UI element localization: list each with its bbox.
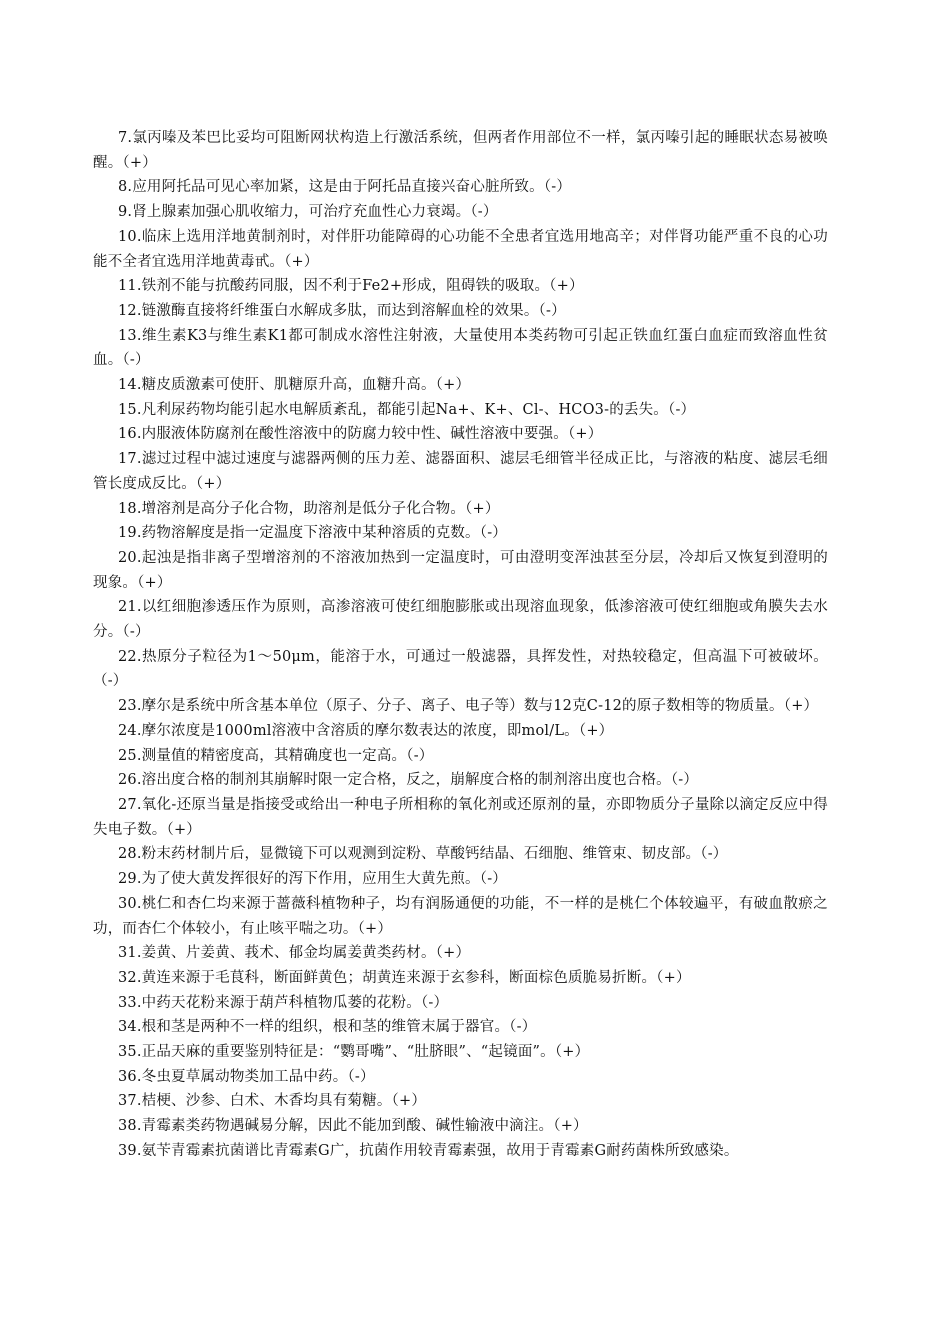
statement-26: 26.溶出度合格的制剂其崩解时限一定合格，反之，崩解度合格的制剂溶出度也合格。（-） (118, 772, 699, 789)
statement-39: 39.氨苄青霉素抗菌谱比青霉素G广，抗菌作用较青霉素强，故用于青霉素G耐药菌株所致感染。 (118, 1142, 739, 1159)
statement-38: 38.青霉素类药物遇碱易分解，因此不能加到酸、碱性输液中滴注。（+） (118, 1118, 588, 1135)
statement-18: 18.增溶剂是高分子化合物，助溶剂是低分子化合物。（+） (118, 500, 500, 517)
statement-17: 17.滤过过程中滤过速度与滤器两侧的压力差、滤器面积、滤层毛细管半径成正比，与溶液的粘度、滤层毛细管长度成反比。（+） (93, 451, 828, 492)
statement-25: 25.测量值的精密度高，其精确度也一定高。（-） (118, 747, 434, 764)
statement-12: 12.链激酶直接将纤维蛋白水解成多肽，而达到溶解血栓的效果。（-） (118, 302, 566, 319)
statement-9: 9.肾上腺素加强心肌收缩力，可治疗充血性心力衰竭。（-） (118, 204, 498, 221)
statement-28: 28.粉末药材制片后，显微镜下可以观测到淀粉、草酸钙结晶、石细胞、维管束、韧皮部。（-） (118, 846, 728, 863)
statement-35: 35.正品天麻的重要鉴别特征是：“鹦哥嘴”、“肚脐眼”、“起镜面”。（+） (118, 1044, 590, 1061)
statement-13: 13.维生素K3与维生素K1都可制成水溶性注射液，大量使用本类药物可引起正铁血红蛋白血症而致溶血性贫血。（-） (93, 327, 828, 369)
statement-8: 8.应用阿托品可见心率加紧，这是由于阿托品直接兴奋心脏所致。（-） (118, 179, 572, 196)
statement-33: 33.中药天花粉来源于葫芦科植物瓜蒌的花粉。（-） (118, 994, 449, 1011)
statement-30: 30.桃仁和杏仁均来源于蔷薇科植物种子，均有润肠通便的功能，不一样的是桃仁个体较遍平，有破血散瘀之功，而杏仁个体较小，有止咳平喘之功。（+） (93, 895, 828, 937)
statement-20: 20.起浊是指非离子型增溶剂的不溶液加热到一定温度时，可由澄明变浑浊甚至分层，冷却后又恢复到澄明的现象。（+） (93, 549, 828, 591)
document-body (93, 126, 828, 1164)
statement-15: 15.凡利尿药物均能引起水电解质紊乱，都能引起Na+、K+、Cl-、HCO3-的丢失。（-） (118, 401, 696, 418)
statement-22: 22.热原分子粒径为1～50μm，能溶于水，可通过一般滤器，具挥发性，对热较稳定，但高温下可被破坏。（-） (93, 648, 828, 690)
statement-27: 27.氧化-还原当量是指接受或给出一种电子所相称的氧化剂或还原剂的量，亦即物质分子量除以滴定反应中得失电子数。（+） (93, 796, 828, 838)
statement-31: 31.姜黄、片姜黄、莪术、郁金均属姜黄类药材。（+） (118, 945, 471, 962)
statement-29: 29.为了使大黄发挥很好的泻下作用，应用生大黄先煎。（-） (118, 871, 508, 888)
statement-21: 21.以红细胞渗透压作为原则，高渗溶液可使红细胞膨胀或出现溶血现象，低渗溶液可使红细胞或角膜失去水分。（-） (93, 599, 828, 641)
statement-14: 14.糖皮质激素可使肝、肌糖原升高，血糖升高。（+） (118, 377, 471, 394)
statement-24: 24.摩尔浓度是1000ml溶液中含溶质的摩尔数表达的浓度，即mol/L。（+） (118, 722, 614, 739)
statement-36: 36.冬虫夏草属动物类加工品中药。（-） (118, 1068, 375, 1085)
statement-23: 23.摩尔是系统中所含基本单位（原子、分子、离子、电子等）数与12克C-12的原子数相等的物质量。（+） (118, 698, 819, 715)
statement-19: 19.药物溶解度是指一定温度下溶液中某种溶质的克数。（-） (118, 525, 508, 542)
statement-7: 7.氯丙嗪及苯巴比妥均可阻断网状构造上行激活系统，但两者作用部位不一样，氯丙嗪引起的睡眠状态易被唤醒。（+） (93, 130, 828, 171)
statement-34: 34.根和茎是两种不一样的组织，根和茎的维管末属于器官。（-） (118, 1019, 537, 1036)
statement-16: 16.内服液体防腐剂在酸性溶液中的防腐力较中性、碱性溶液中要强。（+） (118, 426, 603, 443)
statement-37: 37.桔梗、沙参、白术、木香均具有菊糖。（+） (118, 1093, 427, 1110)
statement-10: 10.临床上选用洋地黄制剂时，对伴肝功能障碍的心功能不全患者宜选用地高辛；对伴肾功能严重不良的心功能不全者宜选用洋地黄毒甙。（+） (93, 228, 828, 270)
statement-11: 11.铁剂不能与抗酸药同服，因不利于Fe2+形成，阻碍铁的吸取。（+） (118, 278, 584, 295)
statement-32: 32.黄连来源于毛茛科，断面鲜黄色；胡黄连来源于玄参科，断面棕色质脆易折断。（+） (118, 969, 691, 986)
